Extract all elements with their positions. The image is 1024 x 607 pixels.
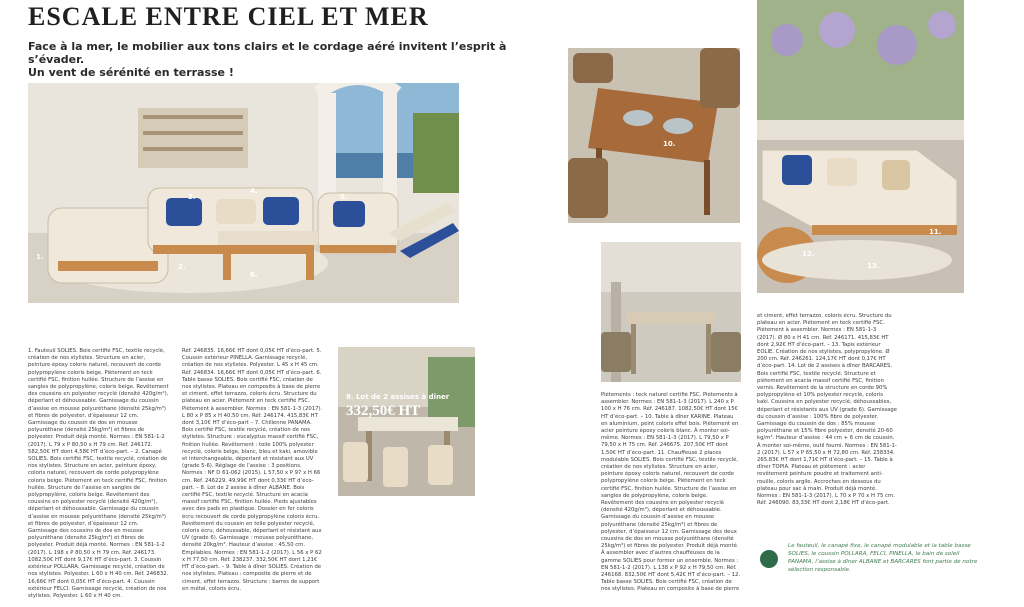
eco-selection-icon — [760, 550, 778, 568]
photo-number: 11. — [929, 228, 942, 236]
photo-number: 4. — [250, 187, 258, 195]
product-text: Piètements : teck naturel certifié FSC. Piètements à assembler. Normes : EN 581-1-3 (2017). L 240 x P 100 x H 76 cm. Réf. 246187. 1082,50€ HT dont 15€ HT d’éco-part. – 10. Table à dîner KARINE. Plateau en aluminium, peint coloris effet bois. Piètement en acier peinture époxy coloris blanc. À monter soi-même. Normes : EN 581-1-3 (2017). L 79,50 x P 79,50 x H 75 cm. Réf. 246675. 207,50€ HT dont 1,50€ HT d’éco-part. 11. Chauffeuse 2 places modulable SOLIES. Bois certifié FSC, textile recyclé, création de nos stylistes. Structure en acier, peinture époxy coloris naturel, recouvert de corde polypropylène coloris beige. Piètement en teck certifié FSC, finition huilée. Structure de l’assise en sangles de polypropylène, coloris beige. Revêtement des coussins en polyester recyclé (densité 420g/m²), déperlant et déhoussable. Garnissage du coussin d’assise en mousse polyuréthane (densité 25kg/m³) et fibres de polyester, d’épaisseur 12 cm. Garnissage des deux coussins de dos en mousse polyuréthane (densité 25kg/m³) et fibres de polyester. Produit déjà monté. À assembler avec d’autres chauffeuses de la gamme SOLIES pour former un ensemble. Normes : EN 581-1-2 (2017). L 138 x P 92 x H 79,50 cm. Réf. 246168. 832,50€ HT dont 5,42€ HT d’éco-part. – 12. Table basse SOLIES. Bois certifié FSC, création de nos stylistes. Plateau en composite à base de pierre — [601, 392, 741, 593]
dining-table-photo — [568, 48, 740, 223]
intro-line-2: Un vent de sérénité en terrasse ! — [28, 66, 234, 79]
intro-line-1: Face à la mer, le mobilier aux tons clairs et le cordage aéré invitent l’esprit à s’évader. — [28, 40, 507, 66]
inset-dining-illustration — [338, 347, 475, 496]
inset-price: 332,50€ HT — [346, 403, 421, 419]
photo-number: 2. — [178, 263, 186, 271]
photo-number: 13. — [867, 262, 880, 270]
photo-number: 6. — [250, 271, 258, 279]
inset-caption: 8. Lot de 2 assises à dîner — [346, 393, 450, 401]
lounge-illustration — [757, 0, 964, 293]
main-terrace-photo — [28, 83, 459, 303]
product-text: et ciment, effet terrazzo, coloris écru. Structure du plateau en acier. Piètement en teck certifié FSC. Piètement à assembler. Normes : EN 581-1-3 (2017). Ø 80 x H 41 cm. Réf. 246171. 415,83€ HT dont 2,92€ HT d’éco-part. – 13. Tapis extérieur EOLIE. Création de nos stylistes, polypropylène. Ø 200 cm. Réf. 246261. 124,17€ HT dont 0,17€ HT d’éco-part. 14. Lot de 2 assises à dîner BARCARES. Bois certifié FSC, textile recyclé. Structure et piètement en acacia massif certifié FSC, finition vernis. Revêtement de la structure en corde 90% polypropylène et 10% polyester recyclé, coloris kaki. Coussins en polyester recyclé, déhoussables, déperlant et résistants aux UV (grade 6). Garnissage du coussin d’assise : 100% fibre de polyester. Garnissage du coussin de dos : 85% mousse polyuréthane et 15% fibre polyester, densité 20-60 kg/m³. Hauteur d’assise : 44 cm + 6 cm de coussin. À monter soi-même, outil fourni. Normes : EN 581-1-2 (2017). L 57 x P 65,50 x H 72,80 cm. Réf. 238334. 265,83€ HT dont 1,71€ HT d’éco-part. – 15. Table à dîner TOPIA. Plateau et piètement : acier revêtement peinture poudre et traitement anti-rouille, coloris argile. Accroches en dessous du plateau pour sac à main. Produit déjà monté. Normes : EN 581-1-3 (2017). L 70 x P 70 x H 75 cm. Réf. 246090. 83,33€ HT dont 2,18€ HT d’éco-part. — [757, 313, 897, 507]
photo-number: 5. — [340, 193, 348, 201]
photo-number: 1. — [36, 253, 44, 261]
inset-dining-photo — [338, 347, 475, 496]
bistro-dining-photo — [601, 242, 741, 382]
photo-number: 3. — [188, 193, 196, 201]
product-text: Réf. 246835. 16,66€ HT dont 0,05€ HT d’éco-part. 5. Coussin extérieur PINELLA. Garnissage recyclé, création de nos stylistes. Polyester. L 45 x H 45 cm. Réf. 246834. 16,66€ HT dont 0,05€ HT d’éco-part. 6. Table basse SOLIES. Bois certifié FSC, création de nos stylistes. Plateau en composite à base de pierre et ciment, effet terrazzo, coloris écru. Structure du plateau en acier. Piètement en teck certifié FSC. Piètement à assembler. Normes : EN 581-1-3 (2017). L 80 x P 85 x H 40,50 cm. Réf. 246174. 415,83€ HT dont 3,10€ HT d’éco-part – 7. Chilienne PANAMA. Bois certifié FSC, textile recyclé, création de nos stylistes. Structure : eucalyptus massif certifié FSC, finition huilée. Revêtement : toile 100% polyester recyclé, coloris beige, blanc, bleu et kaki, amovible et interchangeable, déperlant et résistant aux UV (grade 5-6). Réglage de l’assise : 3 positions. Normes : NF D 61-062 (2015). L 57,50 x P 97 x H 66 cm. Réf. 246229. 49,99€ HT dont 0,33€ HT d’éco-part. – 8. Lot de 2 assise à dîner ALBANE. Bois certifié FSC, textile recyclé. Structure en acacia massif certifié FSC, finition huilée. Pieds ajustables avec des pads en plastique. Dossier en fer coloris écru recouvert de corde polypropylène coloris écru. Revêtement du coussin en toile polyester recyclé, coloris écru, déhoussable, déperlant et résistant aux UV (grade 6). Garnissage : mousse polyuréthane, densité 20kg/m³. Hauteur d’assise : 45,50 cm. Empilables. Normes : EN 581-1-2 (2017). L 56 x P 62 x H 77,50 cm. Réf. 238237. 332,50€ HT dont 1,21€ HT d’éco-part. – 9. Table à dîner SOLIES. Création de nos stylistes. Plateau : composite de pierre et de ciment, effet terrazzo. Structure : barres de support en métal, coloris écru. — [182, 348, 323, 592]
product-text-column-4 — [757, 313, 897, 538]
intro-text — [28, 40, 508, 79]
dining-table-illustration — [568, 48, 740, 223]
page-title: ESCALE ENTRE CIEL ET MER — [28, 2, 429, 31]
photo-number: 10. — [663, 140, 676, 148]
product-text: 1. Fauteuil SOLIES. Bois certifié FSC, textile recyclé, création de nos stylistes. Structure en acier, peinture époxy coloris naturel, recouvert de corde polypropylène coloris beige. Piètement en teck certifié FSC, finition huilée. Structure de l’assise en sangles de polypropylène, coloris beige. Revêtement des coussins en polyester recyclé (densité 420g/m²), déperlant et déhoussable. Garnissage du coussin d’assise en mousse polyuréthane (densité 25kg/m³) et fibres de polyester, d’épaisseur 12 cm. Garnissage du coussin de dos en mousse polyuréthane (densité 25kg/m³) et fibres de polyester. Produit déjà monté. Normes : EN 581-1-2 (2017). L 79 x P 80,50 x H 79 cm. Réf. 246172. 582,50€ HT dont 4,58€ HT d’éco-part. – 2. Canapé SOLIES. Bois certifié FSC, textile recyclé, création de nos stylistes. Structure en acier, peinture époxy, coloris naturel, recouvert de corde polypropylène coloris beige. Piètement en teck certifié FSC, finition huilée. Structure de l’assise en sangles de polypropylène, coloris beige. Revêtement des coussins en polyester recyclé (densité 420g/m²), déperlant et déhoussable. Garnissage du coussin d’assise en mousse polyuréthane (densité 25kg/m³) et fibres de polyester, d’épaisseur 12 cm. Garnissage des coussins de dos en mousse polyuréthane (densité 25kg/m³) et fibres de polyester. Produit déjà monté. Normes : EN 581-1-2 (2017). L 198 x P 80,50 x H 79 cm. Réf. 246173. 1082,50€ HT dont 9,17€ HT d’éco-part. 3. Coussin extérieur POLLARA. Garnissage recyclé, création de nos stylistes. Polyester. L 60 x H 40 cm. Réf. 246832. 16,66€ HT dont 0,05€ HT d’éco-part. 4. Coussin extérieur FELCI. Garnissage recyclé, création de nos stylistes. Polyester. L 60 x H 40 cm. — [28, 348, 169, 599]
lounge-photo — [757, 0, 964, 293]
product-text-column-2 — [182, 348, 323, 603]
product-text-column-1 — [28, 348, 169, 603]
photo-number: 12. — [802, 250, 815, 258]
bistro-dining-illustration — [601, 242, 741, 382]
eco-selection-note: Le fauteuil, le canapé fixe, le canapé modulable et la table basse SOLIES, le coussin POLLARA, FELCI, PINELLA, le bain de soleil PANAMA, l’assise à dîner ALBANE et BARCARES font partie de notre sélection responsable. — [788, 543, 978, 573]
product-text-column-3 — [601, 392, 741, 604]
main-terrace-illustration — [28, 83, 459, 303]
